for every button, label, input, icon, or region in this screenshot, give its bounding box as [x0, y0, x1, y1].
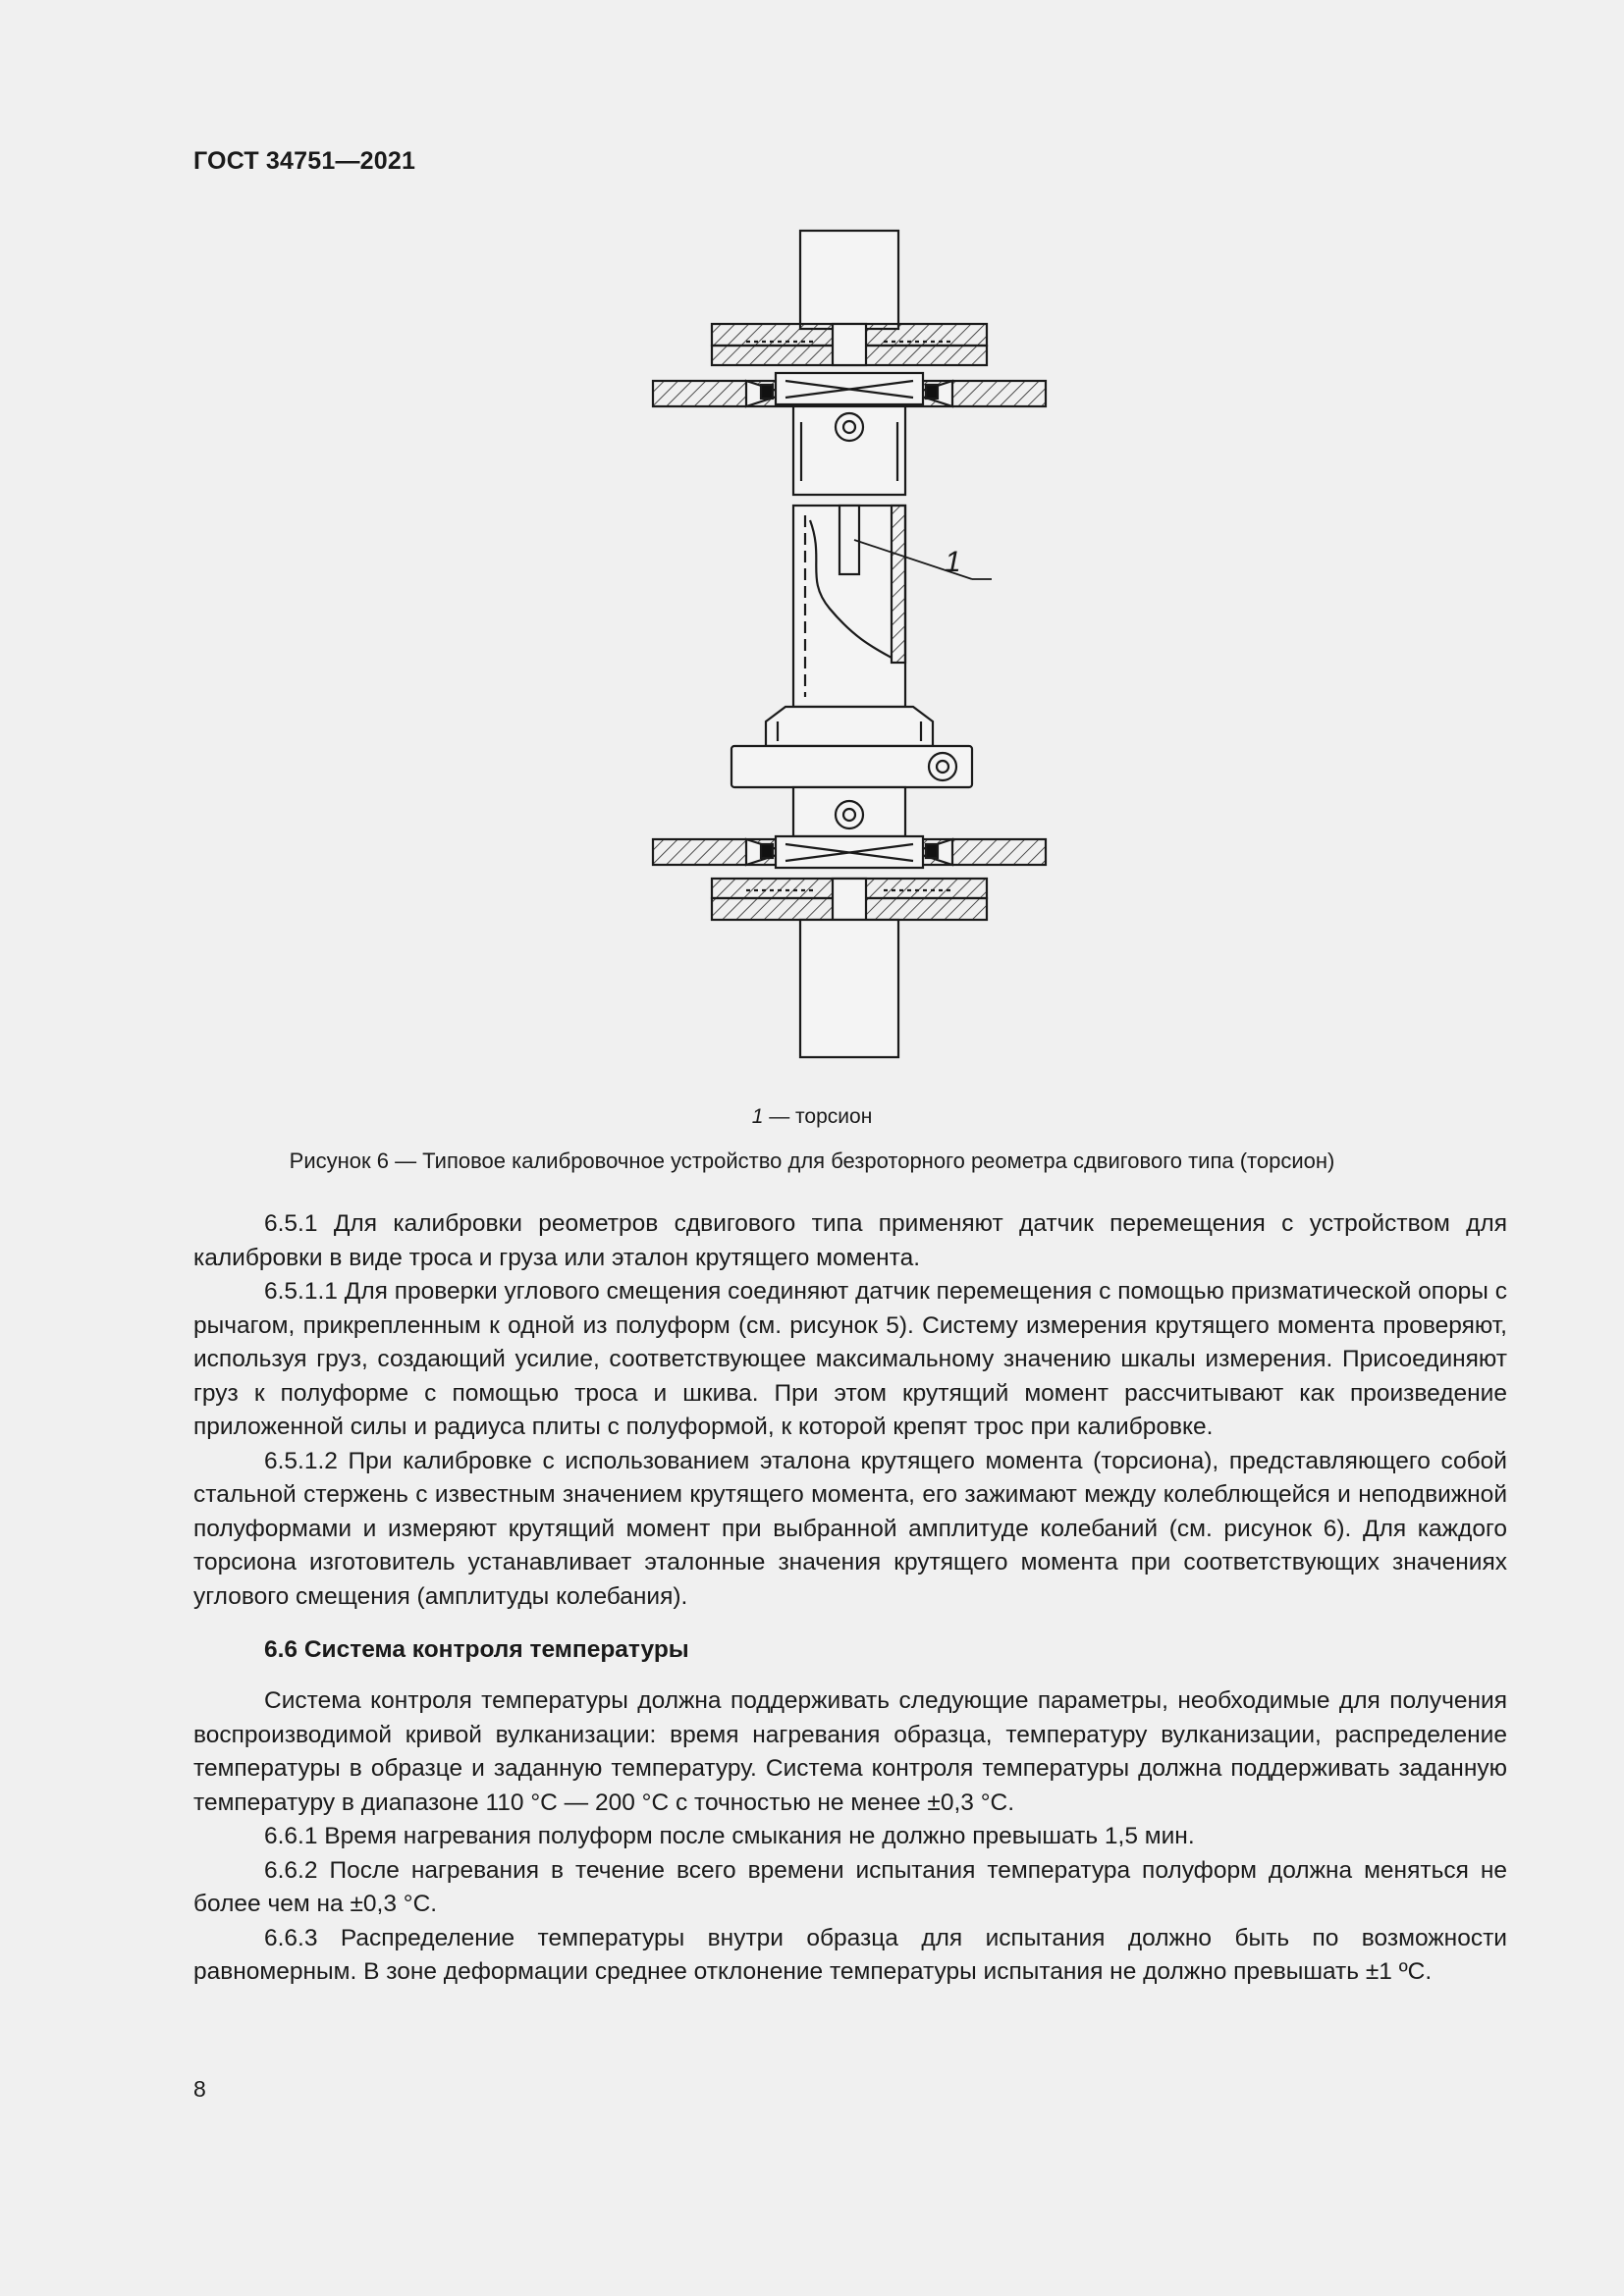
paragraph-6-5-1-1: 6.5.1.1 Для проверки углового смещения соединяют датчик перемещения с помощью призматической опоры с рычагом, прикрепленным к одной из полуформ (см. рисунок 5). Систему измерения крутящего момента проверяют, используя груз, создающий усилие, соответствующее максимальному значению шкалы измерения. Присоединяют груз к полуформе с помощью троса и шкива. При этом крутящий момент рассчитывают как произведение приложенной силы и радиуса плиты с полуформой, к которой крепят трос при калибровке.	[193, 1278, 1507, 1440]
legend-number: 1	[751, 1105, 764, 1128]
figure-caption: Рисунок 6 — Типовое калибровочное устройство для безроторного реометра сдвигового типа (торсион)	[289, 1148, 1335, 1173]
top-shaft	[800, 231, 898, 329]
body-text	[193, 1207, 1507, 1990]
paragraph-6-6-1: 6.6.1 Время нагревания полуформ после смыкания не должно превышать 1,5 мин.	[264, 1823, 1195, 1849]
document-header: ГОСТ 34751—2021	[193, 147, 416, 175]
torsion-callout-number: 1	[945, 546, 961, 578]
paragraph-6-6-intro: Система контроля температуры должна поддерживать следующие параметры, необходимые для получения воспроизводимой кривой вулканизации: время нагревания образца, температуру вулканизации, распределение температуры в образце и заданную температуру. Система контроля температуры должна поддерживать заданную температуру в диапазоне 110 °С — 200 °С с точностью не менее ±0,3 °С.	[193, 1687, 1507, 1816]
paragraph-6-5-1-2: 6.5.1.2 При калибровке с использованием эталона крутящего момента (торсиона), представляющего собой стальной стержень с известным значением крутящего момента, его зажимают между колеблющейся и неподвижной полуформами и измеряют крутящий момент при выбранной амплитуде колебаний (см. рисунок 6). Для каждого торсиона изготовитель устанавливает эталонные значения крутящего момента при соответствующих значениях углового смещения (амплитуды колебания).	[193, 1447, 1507, 1610]
paragraph-6-6-2: 6.6.2 После нагревания в течение всего времени испытания температура полуформ должна меняться не более чем на ±0,3 °С.	[193, 1856, 1507, 1917]
figure-legend	[0, 1105, 1624, 1129]
torsion-calibration-figure	[638, 226, 1070, 1070]
top-die-holder	[793, 406, 905, 495]
legend-text: — торсион	[763, 1105, 873, 1128]
bottom-die-holder	[766, 707, 933, 746]
paragraph-6-5-1: 6.5.1 Для калибровки реометров сдвигового типа применяют датчик перемещения с устройством для калибровки в виде троса и груза или эталон крутящего момента.	[193, 1210, 1507, 1271]
paragraph-6-6-3: 6.6.3 Распределение температуры внутри образца для испытания должно быть по возможности равномерным. В зоне деформации среднее отклонение температуры испытания не должно превышать ±1 ºС.	[193, 1924, 1507, 1985]
section-6-6-title: 6.6 Система контроля температуры	[264, 1636, 689, 1663]
bottom-shaft	[800, 920, 898, 1057]
page-number: 8	[193, 2076, 206, 2102]
